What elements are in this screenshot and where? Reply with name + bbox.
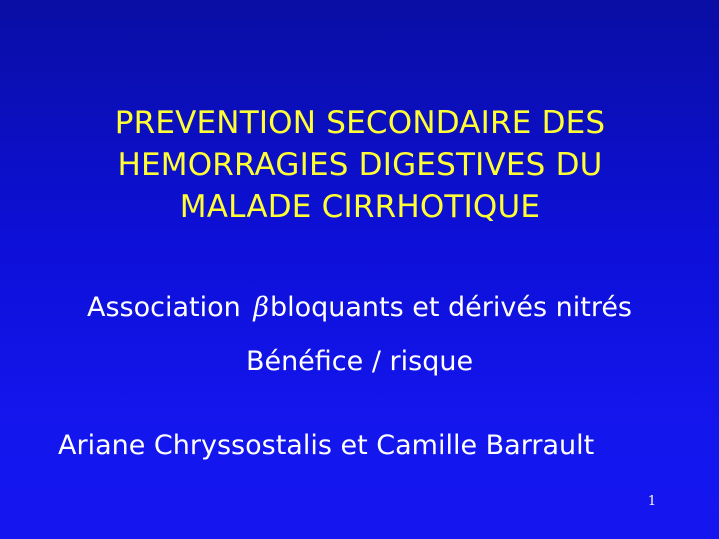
subtitle-rest: bloquants et dérivés nitrés (269, 292, 632, 323)
title-line-1: PREVENTION SECONDAIRE DES (114, 105, 606, 141)
title-line-3: MALADE CIRRHOTIQUE (179, 189, 541, 225)
title-line-2: HEMORRAGIES DIGESTIVES DU (117, 147, 603, 183)
benefit-risk-text: Bénéfice / risque (245, 346, 474, 377)
subtitle-prefix: Association (87, 292, 250, 323)
beta-symbol: β (253, 292, 269, 323)
subtitle (0, 292, 719, 324)
page-number: 1 (647, 494, 657, 509)
authors: Ariane Chryssostalis et Camille Barrault (58, 430, 595, 461)
slide-title (40, 102, 680, 228)
